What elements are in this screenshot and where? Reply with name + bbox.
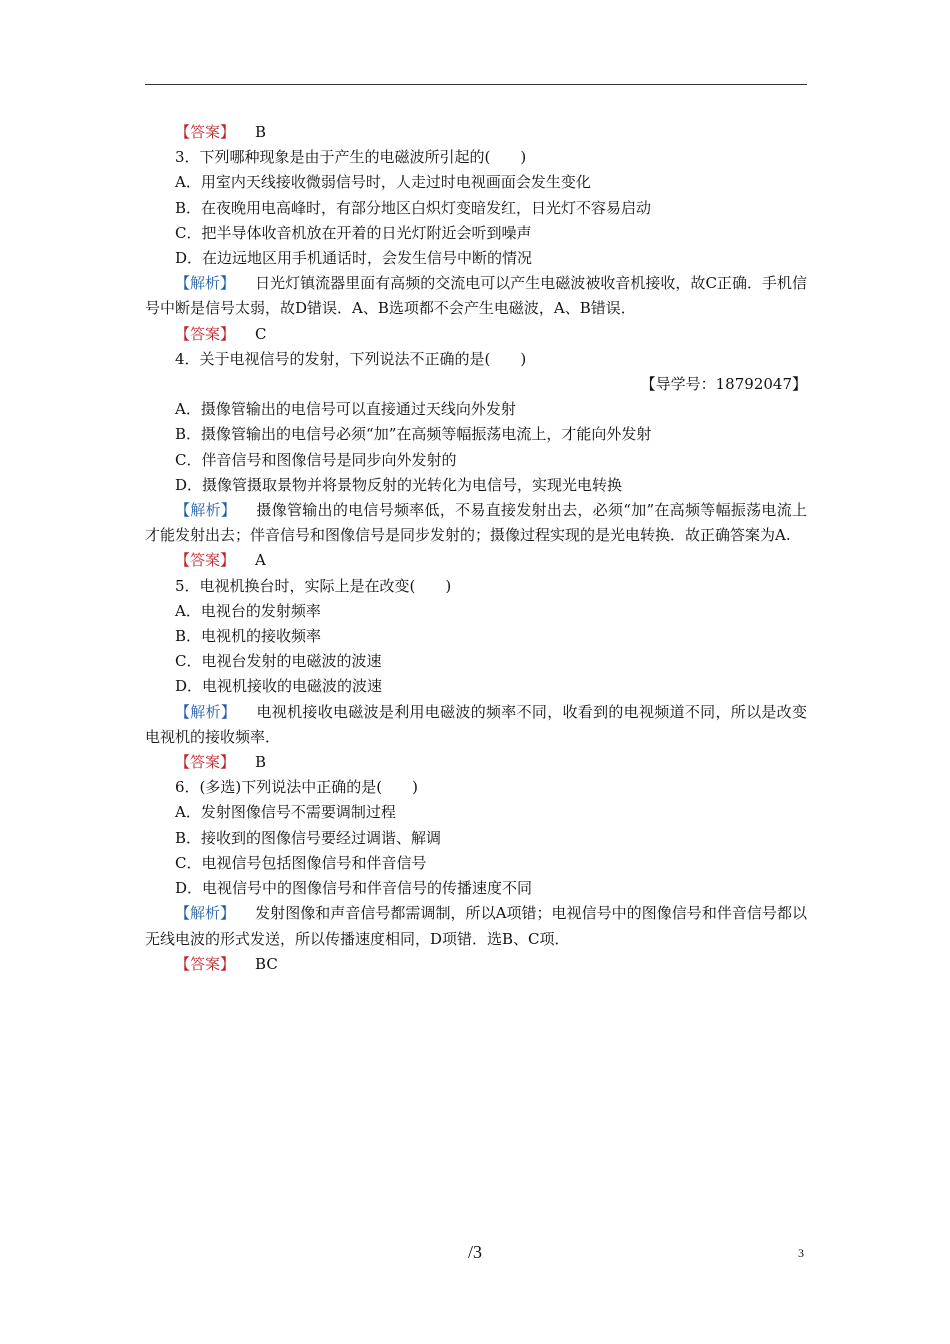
answer-value: A bbox=[255, 551, 266, 570]
explanation-6 bbox=[145, 901, 807, 951]
option-5a: A．电视台的发射频率 bbox=[175, 601, 321, 620]
option-6c: C．电视信号包括图像信号和伴音信号 bbox=[175, 853, 427, 872]
document-body bbox=[145, 120, 807, 977]
explanation-text: 发射图像和声音信号都需调制，所以A项错；电视信号中的图像信号和伴音信号都以无线电波的形式发送，所以传播速度相同，D项错．选B、C项． bbox=[145, 904, 807, 948]
answer-tag: 【答案】 bbox=[175, 324, 236, 343]
explanation-3 bbox=[145, 271, 807, 321]
option-4c: C．伴音信号和图像信号是同步向外发射的 bbox=[175, 450, 457, 469]
explanation-tag: 【解析】 bbox=[175, 904, 236, 923]
answer-value: B bbox=[255, 123, 267, 141]
option-4a: A．摄像管输出的电信号可以直接通过天线向外发射 bbox=[175, 400, 516, 419]
question-5: 5．电视机换台时，实际上是在改变( ) bbox=[175, 576, 452, 595]
explanation-4 bbox=[145, 498, 807, 548]
explanation-tag: 【解析】 bbox=[175, 274, 236, 293]
explanation-text: 日光灯镇流器里面有高频的交流电可以产生电磁波被收音机接收，故C正确．手机信号中断是信号太弱，故D错误．A、B选项都不会产生电磁波，A、B错误． bbox=[145, 274, 807, 318]
page-number: 3 bbox=[798, 1246, 804, 1260]
option-5d: D．电视机接收的电磁波的波速 bbox=[175, 677, 383, 696]
header-rule bbox=[145, 84, 807, 85]
answer-line bbox=[145, 548, 807, 573]
answer-value: B bbox=[255, 753, 267, 772]
question-4: 4．关于电视信号的发射，下列说法不正确的是( ) bbox=[175, 349, 527, 368]
option-6d: D．电视信号中的图像信号和伴音信号的传播速度不同 bbox=[175, 879, 533, 898]
option-5b: B．电视机的接收频率 bbox=[175, 627, 322, 646]
answer-line bbox=[145, 120, 807, 145]
explanation-tag: 【解析】 bbox=[175, 702, 237, 721]
option-4b: B．摄像管输出的电信号必须“加”在高频等幅振荡电流上，才能向外发射 bbox=[175, 425, 652, 444]
answer-line bbox=[145, 750, 807, 775]
explanation-text: 电视机接收电磁波是利用电磁波的频率不同，收看到的电视频道不同，所以是改变电视机的接收频率． bbox=[145, 702, 807, 746]
answer-line bbox=[145, 952, 807, 977]
answer-line bbox=[145, 322, 807, 347]
answer-tag: 【答案】 bbox=[175, 954, 236, 973]
answer-value: BC bbox=[255, 954, 278, 973]
answer-tag: 【答案】 bbox=[175, 753, 236, 772]
question-3: 3．下列哪种现象是由于产生的电磁波所引起的( ) bbox=[175, 148, 527, 167]
explanation-5 bbox=[145, 700, 807, 750]
option-6b: B．接收到的图像信号要经过调谐、解调 bbox=[175, 828, 442, 847]
option-5c: C．电视台发射的电磁波的波速 bbox=[175, 652, 382, 671]
option-4d: D．摄像管摄取景物并将景物反射的光转化为电信号，实现光电转换 bbox=[175, 475, 623, 494]
explanation-tag: 【解析】 bbox=[175, 501, 237, 520]
option-3b: B．在夜晚用电高峰时，有部分地区白炽灯变暗发红，日光灯不容易启动 bbox=[175, 198, 652, 217]
explanation-text: 摄像管输出的电信号频率低，不易直接发射出去，必须“加”在高频等幅振荡电流上才能发射出去；伴音信号和图像信号是同步发射的；摄像过程实现的是光电转换．故正确答案为A. bbox=[145, 501, 807, 545]
option-3d: D．在边远地区用手机通话时，会发生信号中断的情况 bbox=[175, 249, 533, 268]
option-3a: A．用室内天线接收微弱信号时，人走过时电视画面会发生变化 bbox=[175, 173, 591, 192]
option-3c: C．把半导体收音机放在开着的日光灯附近会听到噪声 bbox=[175, 223, 532, 242]
answer-value: C bbox=[255, 324, 267, 343]
answer-tag: 【答案】 bbox=[175, 123, 236, 141]
question-6: 6．(多选)下列说法中正确的是( ) bbox=[175, 778, 418, 797]
option-6a: A．发射图像信号不需要调制过程 bbox=[175, 803, 396, 822]
answer-tag: 【答案】 bbox=[175, 551, 236, 570]
page-footer: /3 bbox=[467, 1242, 482, 1262]
guide-number: 【导学号：18792047】 bbox=[640, 375, 807, 394]
